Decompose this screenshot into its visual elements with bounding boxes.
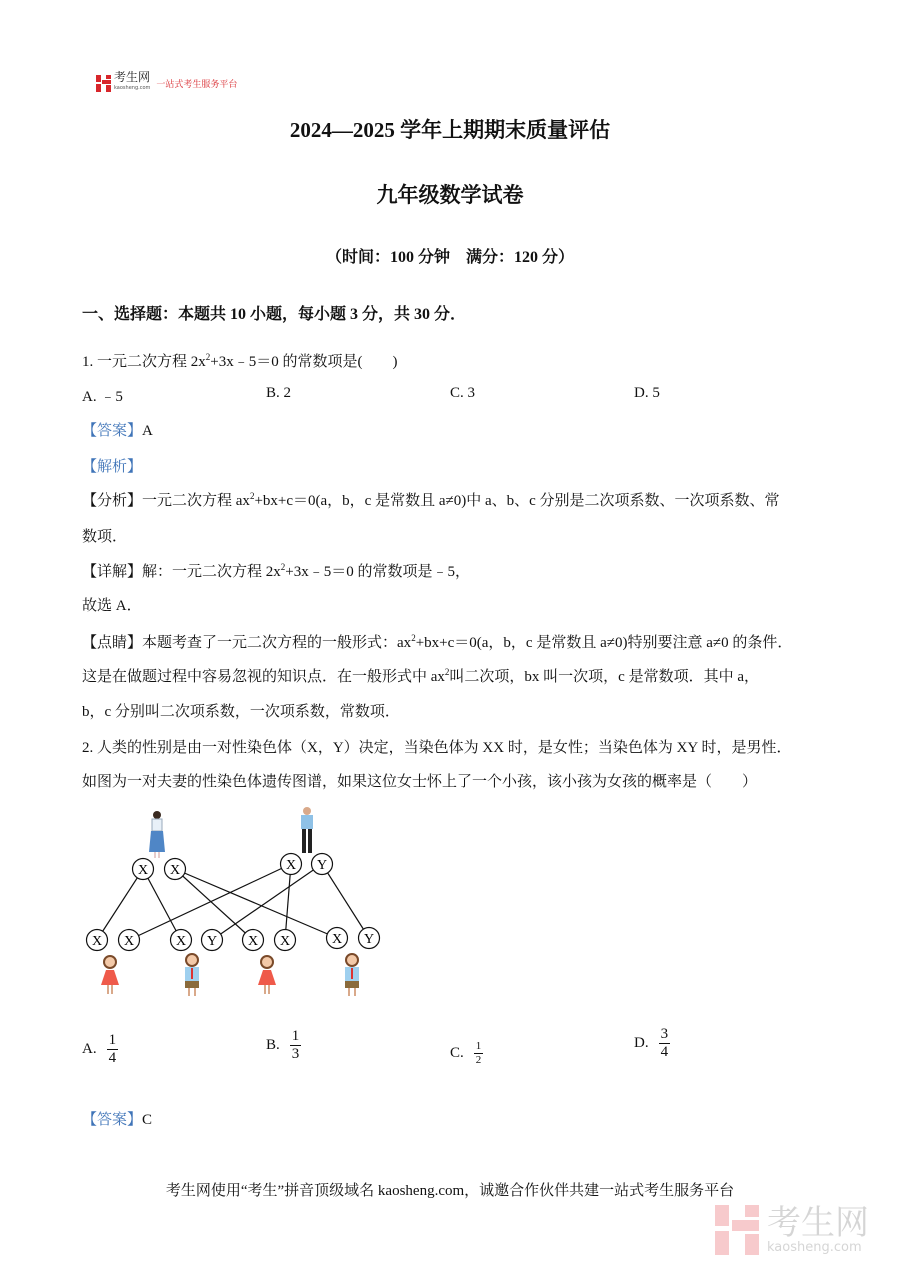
q1-fenxi: 【分析】一元二次方程 $ax^2+bx+c=0(a$，b，c 是常数且 a≠0)中 a、b、c 分别是二次项系数、一次项系数、常 [82,491,780,509]
chromosome-label: X [285,858,297,873]
q2-option-c: C. $\frac{1}{2}$ [450,1040,482,1066]
q1-fenxi-cont: 数项． [82,529,128,545]
q1-xiangjie: 【详解】解：一元二次方程 $2x^2+3x﹣5=0$ 的常数项是﹣5， [82,562,470,580]
q1-dianjing: 【点睛】本题考查了一元二次方程的一般形式：$ax^2+bx+c=0(a$，b，c 是常数且 a≠0)特别要注意 a≠0 的条件． [82,633,793,651]
q1-xiangjie-cont: 故选 A． [82,598,142,614]
q1-dianjing-cont2: b，c 分别叫二次项系数，一次项系数，常数项． [82,704,400,720]
logo-domain: kaosheng.com [114,85,151,91]
girl-figure-icon [258,956,276,994]
footer-text: 考生网使用“考生”拼音顶级域名 kaosheng.com，诚邀合作伙伴共建一站式考生服务平台 [165,1183,735,1199]
chromosome-label: Y [363,932,375,947]
kaosheng-watermark: 考生网 kaosheng.com [715,1205,869,1255]
watermark-logo-icon [715,1205,759,1255]
q1-analysis-tag: 【解析】 [82,459,143,475]
exam-title: 2024—2025 学年上期期末质量评估 [289,118,611,142]
exam-info: （时间：100 分钟 满分：120 分） [325,249,574,266]
q2-stem-1: 2. 人类的性别是由一对性染色体（X，Y）决定，当染色体为 XX 时，是女性；当染色体为 XY 时，是男性． [82,740,792,756]
chromosome-label: Y [206,934,218,949]
q1-option-a: A. ﹣5 [82,389,123,405]
chromosome-label: X [279,934,291,949]
q1-stem: 1. 一元二次方程 $2x^2+3x﹣5=0$ 的常数项是( ) [82,352,398,370]
mother-figure-icon [149,811,165,858]
chromosome-label: X [91,934,103,949]
boy-figure-icon [345,954,359,996]
logo-text: 考生网 [114,70,151,84]
chromosome-label: X [247,934,259,949]
chromosome-label: X [331,932,343,947]
q2-answer: 【答案】C [82,1112,153,1128]
q2-option-d: D. $\frac{3}{4}$ [634,1026,669,1060]
boy-figure-icon [185,954,199,996]
father-figure-icon [301,807,313,853]
q1-option-d: D. 5 [634,385,660,401]
chromosome-label: X [175,934,187,949]
q1-answer: 【答案】A [82,423,153,439]
q1-option-c: C. 3 [450,385,476,401]
section-heading: 一、选择题：本题共 10 小题，每小题 3 分，共 30 分． [82,306,467,323]
girl-figure-icon [101,956,119,994]
q1-option-b: B. 2 [266,385,292,401]
q2-option-b: B. $\frac{1}{3}$ [266,1028,300,1062]
exam-subtitle: 九年级数学试卷 [376,183,524,207]
q2-stem-2: 如图为一对夫妻的性染色体遗传图谱，如果这位女士怀上了一个小孩，该小孩为女孩的概率是（ ） [82,774,758,790]
chromosome-label: X [137,863,149,878]
q2-option-a: A. $\frac{1}{4}$ [82,1032,117,1066]
slogan: 一站式考生服务平台 [156,79,238,90]
chromosome-label: X [123,934,135,949]
chromosome-label: X [169,863,181,878]
chromosome-label: Y [316,858,328,873]
q1-dianjing-cont: 这是在做题过程中容易忽视的知识点．在一般形式中 $ax^2$叫二次项，bx 叫一次项，c 是常数项．其中 a， [82,667,759,685]
